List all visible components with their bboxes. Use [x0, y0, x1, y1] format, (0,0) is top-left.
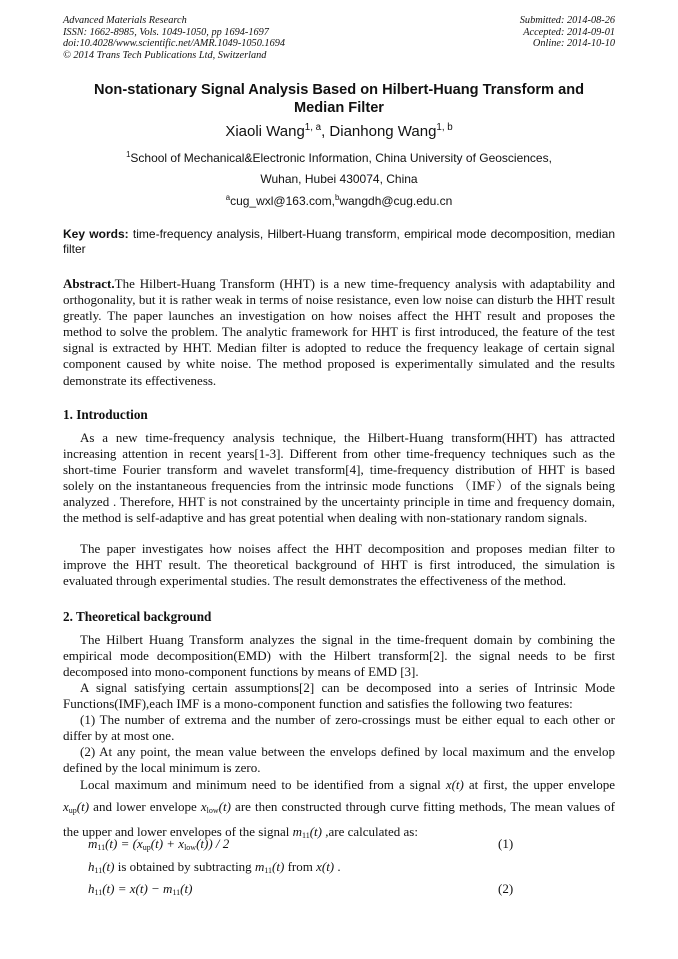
online-date: Online: 2014-10-10 — [532, 38, 615, 50]
eq2-h: h — [88, 881, 95, 896]
intro-paragraph-1: As a new time-frequency analysis technique, the Hilbert-Huang transform(HHT) has attracted increasing attention in recent years[1-3]. Different from other time-frequency techniques such as the short-time Fourier transform and wavelet transform[4], time-frequency distribution of HHT is based solely on the instantaneous frequencies from the intrinsic mode functions （IMF）of the signals being analyzed . Therefore, HHT is not constrained by the uncertainty principle in time and frequency domain, the method is self-adaptive and has great potential when dealing with non-stationary random signals. — [63, 430, 615, 526]
stmt-h-sub: 11 — [94, 866, 103, 875]
abstract-label: Abstract. — [63, 276, 115, 291]
eq2-h-sub: 11 — [94, 888, 103, 897]
email-a-mark: a — [225, 193, 231, 202]
affiliation-text-1: School of Mechanical&Electronic Information, China University of Geosciences, — [130, 151, 552, 165]
theory-paragraph-2: A signal satisfying certain assumptions[2] can be decomposed into a series of Intrinsic Mode Functions(IMF),each IMF is a mono-component function and satisfies the following two features: — [63, 680, 615, 712]
eq2-body-1: (t) = x(t) − m — [102, 881, 173, 896]
envelope-text-c: and lower envelope — [89, 798, 201, 814]
keywords-text: time-frequency analysis, Hilbert-Huang transform, empirical mode decomposition, median filter — [63, 227, 615, 256]
email-a[interactable]: cug_wxl@163.com, — [230, 194, 335, 208]
affil-mark: 1 — [126, 150, 131, 159]
math-x-t: x(t) — [445, 777, 464, 792]
author-1-affil-mark: 1, a — [304, 122, 322, 133]
imf-condition-2: (2) At any point, the mean value between the envelops defined by local maximum and the envelop defined by the local minimum is zero. — [63, 744, 615, 776]
eq1-body-2: (t) + x — [150, 836, 185, 851]
stmt-mid: is obtained by subtracting — [114, 859, 255, 874]
paper-title — [63, 82, 615, 117]
subtraction-statement — [88, 859, 341, 875]
math-x-low: x — [200, 798, 207, 814]
stmt-end: . — [334, 859, 341, 874]
stmt-m: m — [254, 859, 265, 874]
stmt-from: from — [284, 859, 317, 874]
keywords — [63, 227, 615, 257]
eq1-body-3: (t)) / 2 — [196, 836, 230, 851]
submitted-date: Submitted: 2014-08-26 — [519, 15, 615, 26]
section-heading-introduction: 1. Introduction — [63, 407, 148, 422]
equation-1-number: (1) — [498, 836, 514, 851]
author-list — [63, 123, 615, 140]
stmt-h: h — [88, 859, 95, 874]
email-b[interactable]: wangdh@cug.edu.cn — [339, 194, 453, 208]
eq1-m-sub: 11 — [97, 843, 106, 852]
affiliation-line-1 — [63, 151, 615, 165]
email-line — [63, 194, 615, 208]
stmt-h-t: (t) — [102, 859, 115, 874]
eq2-m-sub: 11 — [172, 888, 181, 897]
copyright-line: © 2014 Trans Tech Publications Ltd, Switzerland — [63, 49, 267, 61]
math-t: (t) — [218, 798, 231, 814]
email-b-mark: b — [334, 193, 340, 202]
dates-header — [520, 15, 615, 50]
math-x-up: x — [63, 798, 69, 814]
journal-header — [63, 15, 285, 61]
imf-condition-1: (1) The number of extrema and the number of zero-crossings must be either equal to each other or differ by at most one. — [63, 712, 615, 744]
envelope-text-d: are then constructed through curve fitting methods, The mean values of the upper and lower envelopes of the signal — [63, 798, 616, 839]
doi-line[interactable]: doi:10.4028/www.scientific.net/AMR.1049-1050.1694 — [63, 38, 286, 50]
math-sub-low: low — [206, 805, 219, 815]
author-separator: , — [321, 123, 330, 140]
author-2: Dianhong Wang — [329, 123, 437, 140]
author-2-affil-mark: 1, b — [436, 122, 453, 133]
stmt-m-sub: 11 — [264, 866, 273, 875]
author-1: Xiaoli Wang — [225, 123, 305, 140]
keywords-label: Key words: — [63, 227, 129, 241]
envelope-text-e: ,are calculated as: — [321, 824, 418, 839]
affiliation-line-2: Wuhan, Hubei 430074, China — [260, 172, 418, 186]
title-line-1: Non-stationary Signal Analysis Based on Hilbert-Huang Transform and — [93, 82, 585, 98]
stmt-m-t: (t) — [272, 859, 285, 874]
section-heading-theory: 2. Theoretical background — [63, 609, 212, 624]
envelope-text-b: at first, the upper envelope — [463, 777, 615, 792]
stmt-x: x(t) — [316, 859, 335, 874]
math-t: (t) — [76, 798, 90, 814]
eq1-up-sub: up — [142, 843, 151, 852]
math-t: (t) — [309, 824, 322, 839]
eq1-low-sub: low — [184, 843, 197, 852]
theory-paragraph-1: The Hilbert Huang Transform analyzes the signal in the time-frequent domain by combining the empirical mode decomposition(EMD) with the Hilbert transform[2]. the signal needs to be first decomposed into mono-component functions by means of EMD [3]. — [63, 632, 615, 680]
title-line-2: Median Filter — [293, 99, 384, 116]
intro-paragraph-2: The paper investigates how noises affect the HHT decomposition and proposes median filter to improve the HHT result. The theoretical background of HHT is first introduced, the simulation is evaluated through experimental studies. The result demonstrates the effectiveness of the method. — [63, 541, 615, 589]
eq1-body-1: (t) = (x — [105, 836, 143, 851]
envelope-text-a: Local maximum and minimum need to be identified from a signal — [80, 777, 446, 792]
abstract — [63, 276, 615, 389]
equation-1 — [88, 836, 229, 852]
math-m: m — [292, 824, 302, 839]
equation-2 — [88, 881, 192, 897]
abstract-text: The Hilbert-Huang Transform (HHT) is a new time-frequency analysis with adaptability and orthogonality, but it is rather weak in terms of noise resistance, even low noise can disturb the HHT result greatly. The paper launches an investigation on how noises affect the HHT result and proposes the method to solve the problem. The analytic framework for HHT is first introduced, the feature of the test signal is extracted by HHT. Median filter is adopted to reduce the frequency leakage of certain signal component caused by white noise. The method proposed is experimentally simulated and the results demonstrate its effectiveness. — [63, 276, 615, 388]
eq2-body-2: (t) — [180, 881, 193, 896]
issn-line: ISSN: 1662-8985, Vols. 1049-1050, pp 1694-1697 — [63, 26, 269, 38]
math-sub-up: up — [68, 805, 77, 815]
accepted-date: Accepted: 2014-09-01 — [523, 26, 615, 38]
journal-name: Advanced Materials Research — [63, 15, 187, 26]
math-sub-11: 11 — [302, 831, 310, 840]
equation-2-number: (2) — [498, 881, 514, 896]
eq1-m: m — [88, 836, 98, 851]
